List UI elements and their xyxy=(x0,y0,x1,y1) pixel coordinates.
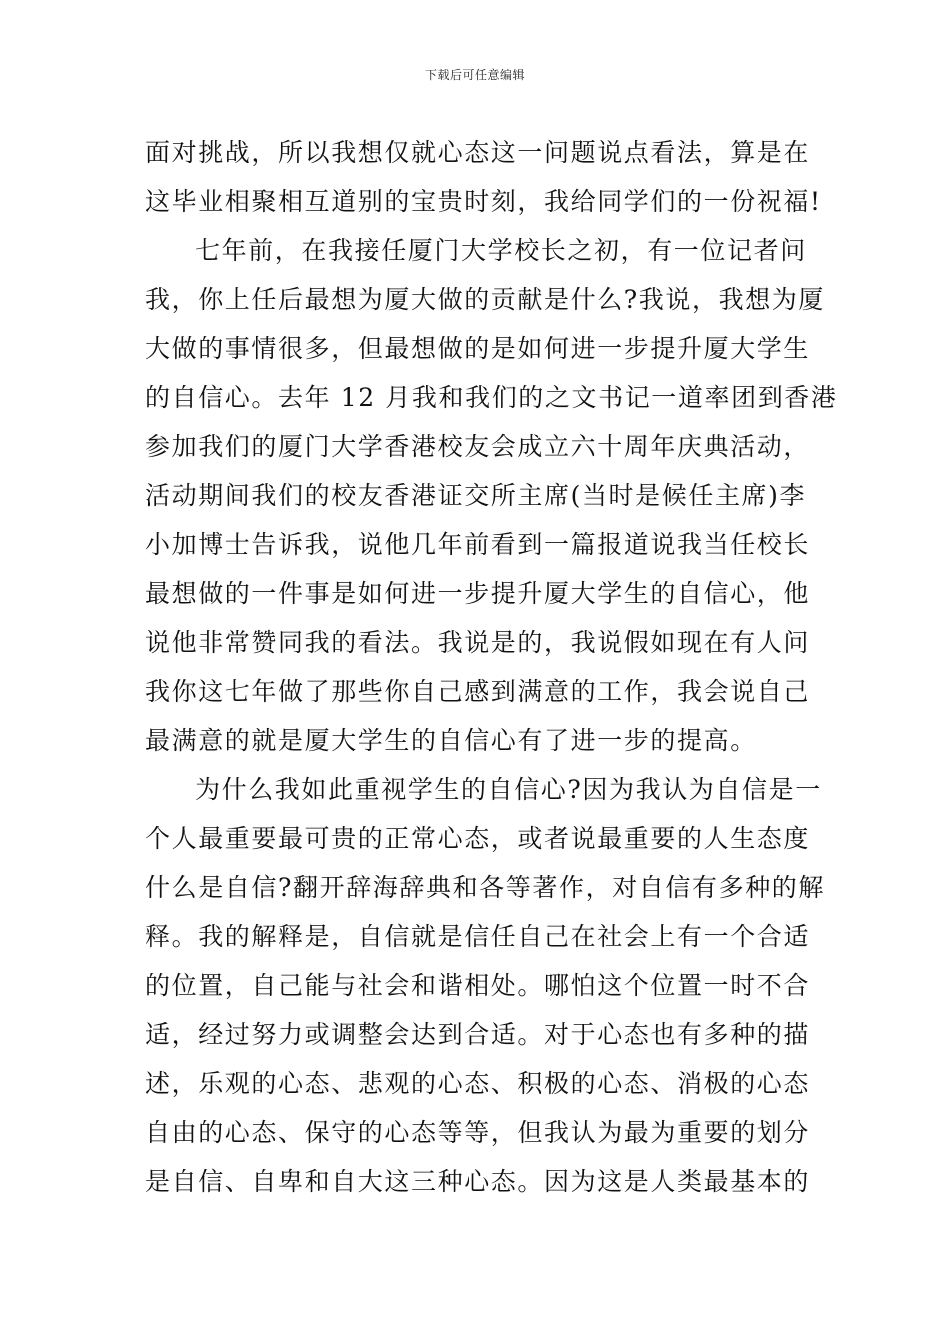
text-line: 最满意的就是厦大学生的自信心有了进一步的提高。 xyxy=(145,726,757,755)
text-line: 的自信心。去年 12 月我和我们的之文书记一道率团到香港 xyxy=(145,383,838,412)
text-line: 说他非常赞同我的看法。我说是的，我说假如现在有人问 xyxy=(145,628,811,657)
text-line: 大做的事情很多，但最想做的是如何进一步提升厦大学生 xyxy=(145,334,811,363)
text-line: 小加博士告诉我，说他几年前看到一篇报道说我当任校长 xyxy=(145,530,811,559)
body-text xyxy=(145,128,838,1206)
paragraph-start-line: 七年前，在我接任厦门大学校长之初，有一位记者问 xyxy=(195,236,807,265)
text-line: 我，你上任后最想为厦大做的贡献是什么?我说，我想为厦 xyxy=(145,285,826,314)
text-line: 最想做的一件事是如何进一步提升厦大学生的自信心，他 xyxy=(145,579,811,608)
page-header: 下载后可任意编辑 xyxy=(424,68,525,82)
text-line: 活动期间我们的校友香港证交所主席(当时是候任主席)李 xyxy=(145,481,807,510)
text-line: 个人最重要最可贵的正常心态，或者说最重要的人生态度 xyxy=(145,824,811,853)
paragraph-start-line: 为什么我如此重视学生的自信心?因为我认为自信是一 xyxy=(195,775,822,804)
text-line: 是自信、自卑和自大这三种心态。因为这是人类最基本的 xyxy=(145,1167,811,1196)
text-line: 我你这七年做了那些你自己感到满意的工作，我会说自己 xyxy=(145,677,811,706)
text-line: 述，乐观的心态、悲观的心态、积极的心态、消极的心态 xyxy=(145,1069,811,1098)
text-line: 适，经过努力或调整会达到合适。对于心态也有多种的描 xyxy=(145,1020,811,1049)
text-line: 面对挑战，所以我想仅就心态这一问题说点看法，算是在 xyxy=(145,138,811,167)
text-line: 参加我们的厦门大学香港校友会成立六十周年庆典活动， xyxy=(145,432,811,461)
text-line: 这毕业相聚相互道别的宝贵时刻，我给同学们的一份祝福! xyxy=(145,187,822,216)
text-line: 释。我的解释是，自信就是信任自己在社会上有一个合适 xyxy=(145,922,811,951)
text-line: 什么是自信?翻开辞海辞典和各等著作，对自信有多种的解 xyxy=(145,873,826,902)
text-line: 的位置，自己能与社会和谐相处。哪怕这个位置一时不合 xyxy=(145,971,811,1000)
text-line: 自由的心态、保守的心态等等，但我认为最为重要的划分 xyxy=(145,1118,811,1147)
